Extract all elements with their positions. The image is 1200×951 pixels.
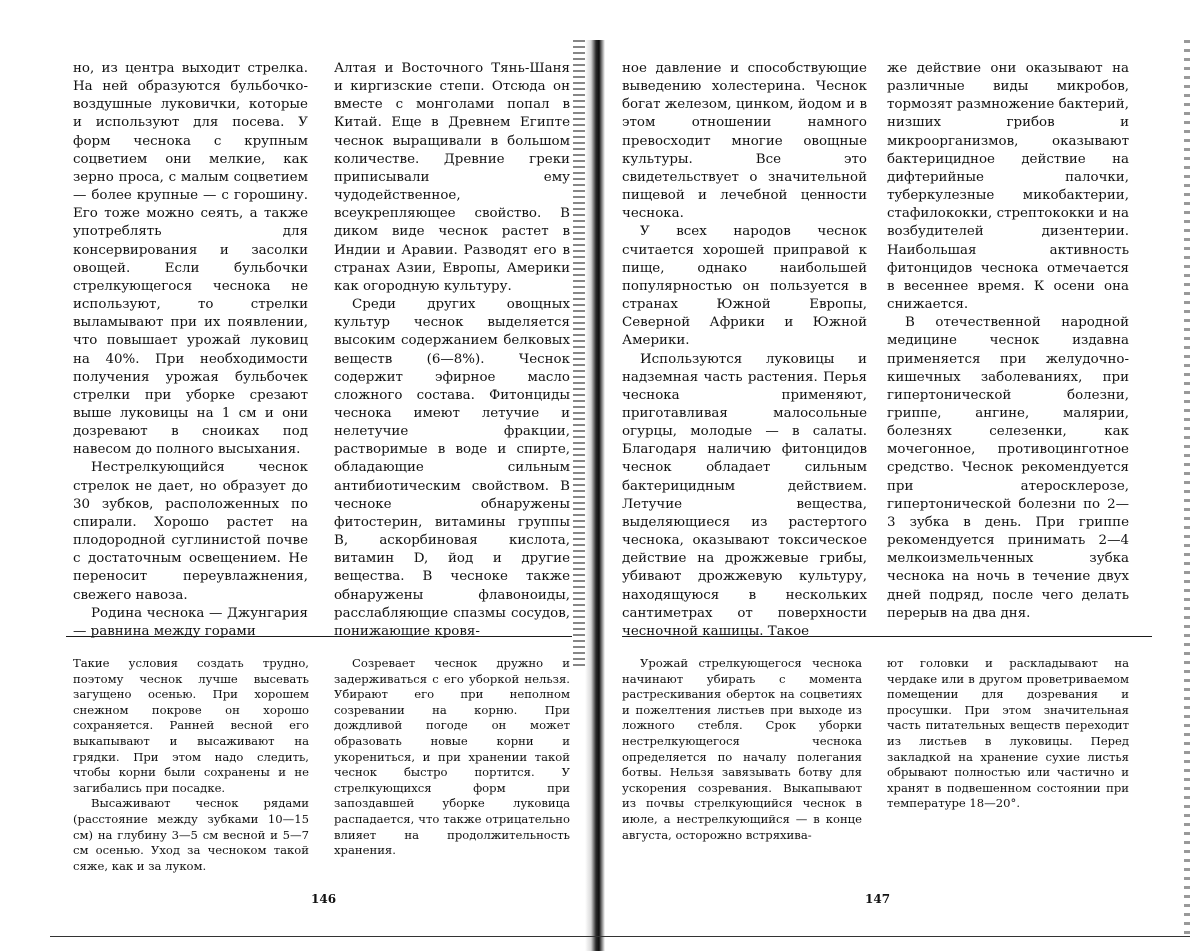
right-page-column-2 [887, 60, 1129, 630]
page-number: 147 [865, 892, 890, 906]
paragraph: но, из центра выходит стрелка. На ней образуются бульбочко-воздушные луковички, которые и используют для посева. У форм чеснока с крупным соцветием они мелкие, как зерно проса, с малым соцветием — более крупные — с горошину. Его тоже можно сеять, а также употреблять для консервирования и засолки овощей. Если бульбочки стрелкующегося чеснока не используют, то стрелки выламывают при их появлении, что повышает урожай луковиц на 40%. При необходимости получения урожая бульбочек стрелки при уборке срезают выше луковицы на 1 см и они дозревают в сноиках под навесом до полного высыхания. [73, 60, 308, 459]
right-page-column-1 [622, 60, 867, 630]
page-edge-right [1184, 40, 1190, 940]
paragraph: ют головки и раскладывают на чердаке или в другом проветриваемом помещении для дозревания и просушки. При этом значительная часть питательных веществ переходит из листьев в луковицы. Перед закладкой на хранение сухие листья обрывают полностью или частично и хранят в подвешенном состоянии при температуре 18—20°. [887, 656, 1129, 812]
paragraph: Среди других овощных культур чеснок выделяется высоким содержанием белковых веществ (6—8%). Чеснок содержит эфирное масло сложного состава. Фитонциды чеснока имеют летучие и нелетучие фракции, растворимые в воде и спирте, обладающие сильным антибиотическим свойством. В чесноке обнаружены фитостерин, витамины группы В, аскорбиновая кислота, витамин D, йод и другие вещества. В чесноке также обнаружены флавоноиды, расслабляющие спазмы сосудов, понижающие кровя- [334, 296, 570, 641]
page-number: 146 [311, 892, 336, 906]
gutter-shadow [573, 40, 585, 670]
left-page-footnote-column-1 [73, 656, 309, 886]
footnote-divider [622, 636, 1152, 637]
paragraph: Используются луковицы и надземная часть растения. Перья чеснока применяют, приготавливая малосольные огурцы, молодые — в салаты. Благодаря наличию фитонцидов чеснок обладает сильным бактерицидным действием. Летучие вещества, выделяющиеся из растертого чеснока, оказывают токсическое действие на дрожжевые грибы, убивают дрожжевую культуру, находящуюся в нескольких сантиметрах от поверхности чесночной кашицы. Такое [622, 351, 867, 642]
left-page-footnote-column-2 [334, 656, 570, 886]
left-page-column-1 [73, 60, 308, 630]
right-page-footnote-column-1 [622, 656, 862, 886]
paragraph: же действие они оказывают на различные виды микробов, тормозят размножение бактерий, низших грибов и микроорганизмов, оказывают бактерицидное действие на дифтерийные палочки, туберкулезные микобактерии, стафилококки, стрептококки и на возбудителей дизентерии. Наибольшая активность фитонцидов чеснока отмечается в весеннее время. К осени она снижается. [887, 60, 1129, 314]
paragraph: ное давление и способствующие выведению холестерина. Чеснок богат железом, цинком, йодом и в этом отношении намного превосходит многие овощные культуры. Все это свидетельствует о значительной пищевой и лечебной ценности чеснока. [622, 60, 867, 223]
right-page-footnote-column-2 [887, 656, 1129, 886]
left-page-column-2 [334, 60, 570, 630]
book-gutter [585, 40, 605, 951]
paragraph: Урожай стрелкующегося чеснока начинают убирать с момента растрескивания оберток на соцветиях и пожелтения листьев при выходе из ложного стебля. Срок уборки нестрелкующегося чеснока определяется по началу полегания ботвы. Нельзя завязывать ботву для ускорения созревания. Выкапывают из почвы стрелкующийся чеснок в июле, а нестрелкующийся — в конце августа, осторожно встряхива- [622, 656, 862, 843]
paragraph: В отечественной народной медицине чеснок издавна применяется при желудочно-кишечных заболеваниях, при гипертонической болезни, гриппе, ангине, малярии, болезнях селезенки, как мочегонное, противоцинготное средство. Чеснок рекомендуется при атеросклерозе, гипертонической болезни по 2—3 зубка в день. При гриппе рекомендуется принимать 2—4 мелкоизмельченных зубка чеснока на ночь в течение двух дней подряд, после чего делать перерыв на два дня. [887, 314, 1129, 623]
paragraph: Нестрелкующийся чеснок стрелок не дает, но образует до 30 зубков, расположенных по спирали. Хорошо растет на плодородной суглинистой почве с достаточным освещением. Не переносит переувлажнения, свежего навоза. [73, 459, 308, 604]
paragraph: Родина чеснока — Джунгария — равнина между горами [73, 605, 308, 641]
paragraph: Созревает чеснок дружно и задерживаться с его уборкой нельзя. Убирают его при неполном созревании на корню. При дождливой погоде он может образовать новые корни и укорениться, и при хранении такой чеснок быстро портится. У стрелкующихся форм при запоздавшей уборке луковица распадается, что также отрицательно влияет на продолжительность хранения. [334, 656, 570, 859]
paragraph: У всех народов чеснок считается хорошей приправой к пище, однако наибольшей популярностью он пользуется в странах Южной Европы, Северной Африки и Южной Америки. [622, 223, 867, 350]
paragraph: Высаживают чеснок рядами (расстояние между зубками 10—15 см) на глубину 3—5 см весной и 5—7 см осенью. Уход за чесноком такой сяже, как и за луком. [73, 796, 309, 874]
paragraph: Такие условия создать трудно, поэтому чеснок лучше высевать загущено осенью. При хорошем снежном покрове он хорошо сохраняется. Ранней весной его выкапывают и высаживают на грядки. При этом надо следить, чтобы корни были сохранены и не загибались при посадке. [73, 656, 309, 796]
footnote-divider [66, 636, 572, 637]
page-edge-bottom [50, 936, 1190, 937]
paragraph: Алтая и Восточного Тянь-Шаня и киргизские степи. Отсюда он вместе с монголами попал в Китай. Еще в Древнем Египте чеснок выращивали в большом количестве. Древние греки приписывали ему чудодейственное, всеукрепляющее свойство. В диком виде чеснок растет в Индии и Аравии. Разводят его в странах Азии, Европы, Америки как огородную культуру. [334, 60, 570, 296]
